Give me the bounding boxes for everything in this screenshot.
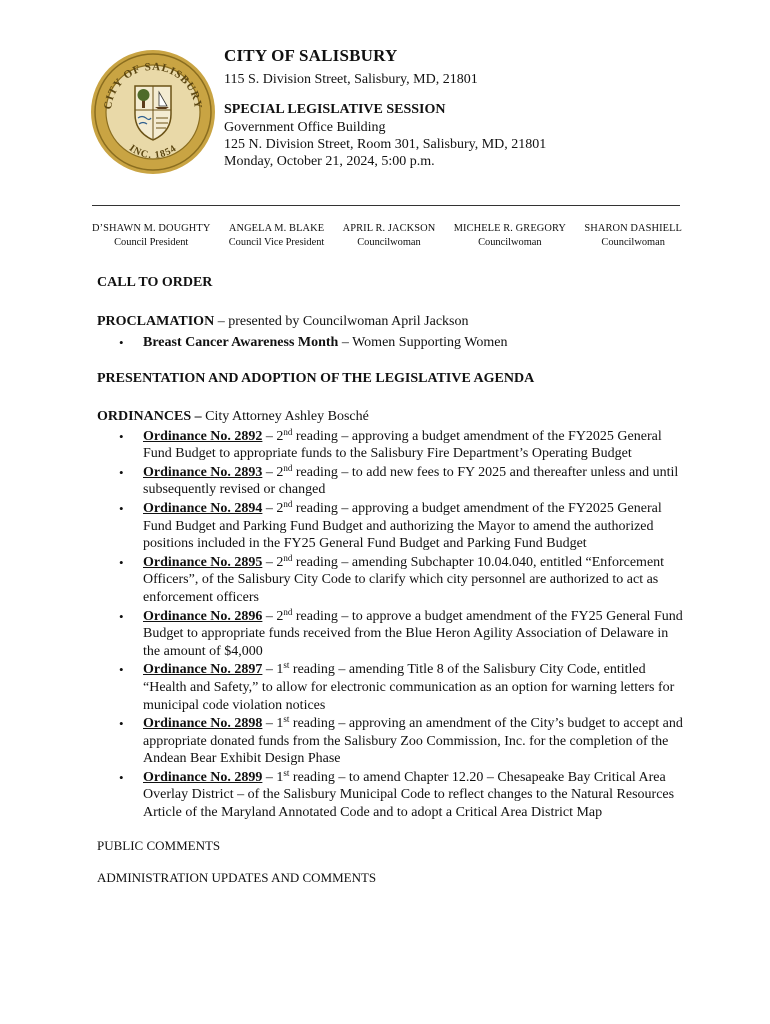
ordinance-description: reading – approving an amendment of the City’s budget to accept and appropriate donated funds from the Salisbury Zoo Commission, Inc. for the completion of the Andean Bear Exhibit Design Phase: [143, 716, 683, 767]
svg-text:CITY OF SALISBURY: CITY OF SALISBURY: [101, 60, 205, 111]
header-divider: [92, 205, 680, 206]
venue-name: Government Office Building: [224, 120, 386, 135]
council-member-name: SHARON DASHIELL: [584, 223, 682, 234]
venue-address: 125 N. Division Street, Room 301, Salisbury, MD, 21801: [224, 137, 547, 152]
reading-suffix: st: [283, 714, 290, 725]
council-member: [92, 222, 210, 250]
reading-suffix: nd: [283, 606, 293, 617]
proclamation-heading: PROCLAMATION: [97, 314, 215, 329]
ordinance-description: reading – amending Subchapter 10.04.040, entitled “Enforcement Officers”, of the Salisbury City Code to clarify which city personnel are authorized to act as enforcement officers: [143, 554, 665, 605]
public-comments-heading: PUBLIC COMMENTS: [97, 837, 221, 853]
agenda-body: [97, 274, 687, 887]
reading-prefix: – 1: [262, 662, 284, 678]
proclamation-list: [97, 334, 687, 352]
proclamation-item-title: Breast Cancer Awareness Month: [143, 335, 339, 350]
list-item: [143, 608, 687, 661]
reading-suffix: nd: [283, 426, 293, 437]
ordinance-description: reading – amending Title 8 of the Salisbury City Code, entitled “Health and Safety,” to allow for electronic communication as an option for warning letters for municipal code violation notices: [143, 662, 675, 713]
reading-prefix: – 2: [262, 608, 284, 624]
proclamation-presenter: – presented by Councilwoman April Jackson: [214, 314, 469, 329]
ordinance-description: reading – to add new fees to FY 2025 and thereafter unless and until subsequently revised or changed: [143, 464, 679, 498]
list-item: [143, 769, 687, 822]
ordinance-description: reading – to amend Chapter 12.20 – Chesapeake Bay Critical Area Overlay District – of the Salisbury Municipal Code to reflect changes to the Natural Resources Article of the Maryland Annotated Code and to adopt a Critical Area District Map: [143, 769, 675, 821]
ordinance-number: Ordinance No. 2896: [143, 608, 263, 624]
proclamation-section: [97, 313, 687, 331]
proclamation-item-text: – Women Supporting Women: [338, 335, 508, 350]
presentation-heading: PRESENTATION AND ADOPTION OF THE LEGISLATIVE AGENDA: [97, 370, 535, 386]
ordinance-number: Ordinance No. 2894: [143, 500, 263, 516]
list-item: [143, 661, 687, 714]
ordinance-number: Ordinance No. 2898: [143, 716, 263, 732]
ordinance-description: reading – to approve a budget amendment of the FY25 General Fund Budget to appropriate funds received from the Blue Heron Agility Association of Delaware in the amount of $4,000: [143, 608, 683, 659]
council-member-name: APRIL R. JACKSON: [342, 223, 436, 234]
ordinance-number: Ordinance No. 2897: [143, 662, 263, 678]
council-member: [454, 222, 566, 250]
ordinance-number: Ordinance No. 2892: [143, 428, 263, 444]
call-to-order-heading: CALL TO ORDER: [97, 275, 213, 290]
reading-suffix: nd: [283, 462, 293, 473]
ordinance-list: [97, 428, 687, 822]
council-member-title: Councilwoman: [601, 237, 665, 248]
council-member-name: D’SHAWN M. DOUGHTY: [92, 223, 211, 234]
list-item: [143, 500, 687, 553]
ordinance-number: Ordinance No. 2895: [143, 554, 263, 570]
reading-prefix: – 2: [262, 500, 284, 516]
list-item: [143, 554, 687, 607]
council-member-title: Councilwoman: [478, 237, 542, 248]
reading-suffix: st: [283, 660, 290, 671]
council-member: [229, 222, 325, 250]
meeting-datetime: Monday, October 21, 2024, 5:00 p.m.: [224, 154, 435, 169]
reading-prefix: – 1: [262, 716, 284, 732]
ordinance-description: reading – approving a budget amendment of the FY2025 General Fund Budget and Parking Fund Budget and authorizing the Mayor to amend the authorized positions included in the FY25 General Fund Budget and Parking Fund Budget: [143, 500, 662, 552]
council-member-name: ANGELA M. BLAKE: [228, 223, 325, 234]
council-member: [343, 222, 436, 250]
reading-suffix: nd: [283, 498, 293, 509]
reading-suffix: st: [283, 767, 290, 778]
reading-prefix: – 2: [262, 464, 284, 480]
list-item: [143, 715, 687, 768]
reading-prefix: – 2: [262, 428, 284, 444]
city-seal-logo: [89, 48, 217, 176]
session-title: SPECIAL LEGISLATIVE SESSION: [224, 102, 446, 117]
council-member-name: MICHELE R. GREGORY: [453, 223, 567, 234]
ordinances-section: [97, 408, 687, 426]
city-name: CITY OF SALISBURY: [224, 46, 398, 65]
ordinances-presenter: City Attorney Ashley Bosché: [201, 408, 369, 424]
svg-text:INC. 1854: INC. 1854: [127, 142, 179, 162]
reading-suffix: nd: [283, 552, 293, 563]
list-item: [143, 428, 687, 463]
list-item: [143, 464, 687, 499]
administration-updates-heading: ADMINISTRATION UPDATES AND COMMENTS: [97, 869, 377, 885]
council-member-title: Councilwoman: [357, 237, 421, 248]
ordinance-number: Ordinance No. 2893: [143, 464, 263, 480]
ordinance-description: reading – approving a budget amendment of the FY2025 General Fund Budget to appropriate funds to the Salisbury Fire Department’s Operating Budget: [143, 428, 662, 462]
ordinances-heading: ORDINANCES –: [97, 408, 202, 424]
council-member-title: Council President: [114, 237, 189, 248]
letterhead: [224, 46, 744, 170]
city-address: 115 S. Division Street, Salisbury, MD, 21801: [224, 72, 478, 87]
ordinance-number: Ordinance No. 2899: [143, 769, 263, 785]
reading-prefix: – 1: [262, 769, 284, 785]
reading-prefix: – 2: [262, 554, 284, 570]
council-member: [584, 222, 682, 250]
list-item: [143, 334, 687, 352]
council-member-title: Council Vice President: [228, 237, 325, 248]
council-members: [92, 222, 682, 250]
